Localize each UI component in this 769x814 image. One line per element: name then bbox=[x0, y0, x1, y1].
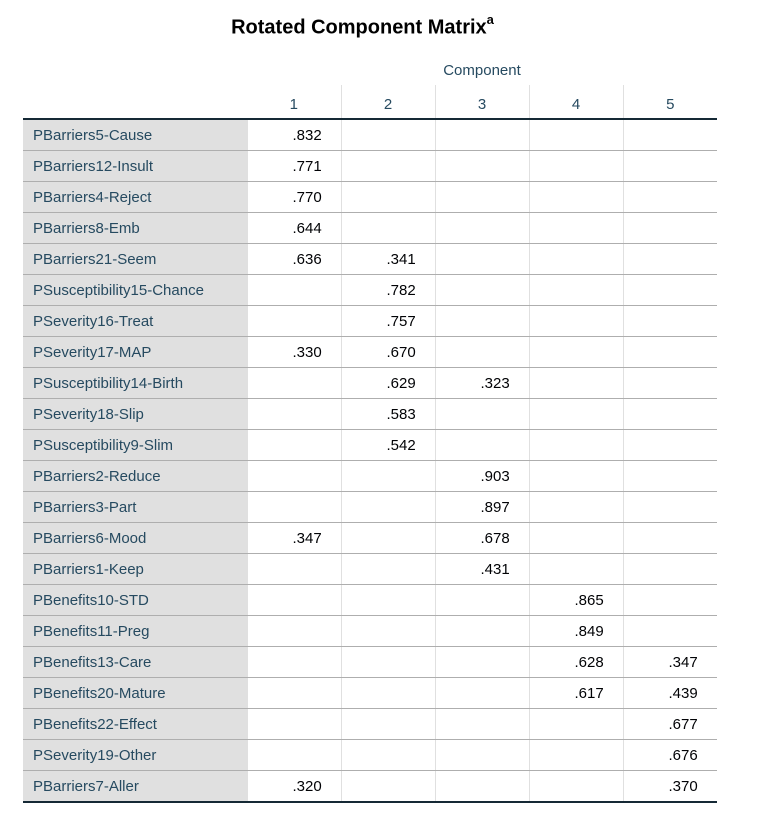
loading-cell bbox=[529, 554, 623, 585]
loading-cell bbox=[623, 616, 717, 647]
loading-cell: .330 bbox=[247, 337, 341, 368]
table-row bbox=[23, 523, 717, 554]
loading-cell: .439 bbox=[623, 678, 717, 709]
table-row bbox=[23, 554, 717, 585]
loading-cell bbox=[435, 647, 529, 678]
row-label: PBarriers3-Part bbox=[23, 492, 247, 523]
loading-cell bbox=[435, 585, 529, 616]
loading-cell bbox=[623, 213, 717, 244]
row-label: PSeverity18-Slip bbox=[23, 399, 247, 430]
loading-cell: .771 bbox=[247, 151, 341, 182]
column-header: 5 bbox=[623, 85, 717, 119]
loading-cell bbox=[247, 368, 341, 399]
table-row bbox=[23, 337, 717, 368]
loading-cell: .678 bbox=[435, 523, 529, 554]
row-label: PBenefits10-STD bbox=[23, 585, 247, 616]
loading-cell: .629 bbox=[341, 368, 435, 399]
row-label: PBarriers1-Keep bbox=[23, 554, 247, 585]
row-label: PBarriers5-Cause bbox=[23, 119, 247, 151]
loading-cell: .320 bbox=[247, 771, 341, 803]
table-row bbox=[23, 771, 717, 803]
loading-cell bbox=[529, 492, 623, 523]
loading-cell bbox=[435, 709, 529, 740]
loading-cell bbox=[435, 244, 529, 275]
column-header: 3 bbox=[435, 85, 529, 119]
loading-cell: .832 bbox=[247, 119, 341, 151]
loading-cell bbox=[529, 337, 623, 368]
loading-cell bbox=[341, 523, 435, 554]
loading-cell bbox=[247, 709, 341, 740]
row-label: PSusceptibility15-Chance bbox=[23, 275, 247, 306]
table-row bbox=[23, 585, 717, 616]
loading-cell bbox=[529, 151, 623, 182]
loading-cell bbox=[623, 461, 717, 492]
loading-cell: .636 bbox=[247, 244, 341, 275]
loading-cell bbox=[623, 275, 717, 306]
loading-cell bbox=[623, 337, 717, 368]
loading-cell: .897 bbox=[435, 492, 529, 523]
table-row bbox=[23, 616, 717, 647]
loading-cell bbox=[247, 430, 341, 461]
loading-cell: .903 bbox=[435, 461, 529, 492]
loading-cell bbox=[623, 119, 717, 151]
loading-cell bbox=[435, 740, 529, 771]
loading-cell bbox=[529, 740, 623, 771]
table-title bbox=[0, 14, 725, 40]
rotated-component-matrix bbox=[23, 85, 717, 803]
table-row bbox=[23, 368, 717, 399]
loading-cell bbox=[435, 430, 529, 461]
loading-cell bbox=[341, 771, 435, 803]
loading-cell bbox=[529, 399, 623, 430]
loading-cell bbox=[435, 337, 529, 368]
loading-cell bbox=[341, 647, 435, 678]
row-label: PBenefits22-Effect bbox=[23, 709, 247, 740]
loading-cell bbox=[623, 151, 717, 182]
loading-cell: .757 bbox=[341, 306, 435, 337]
loading-cell: .431 bbox=[435, 554, 529, 585]
table-row bbox=[23, 399, 717, 430]
loading-cell bbox=[435, 616, 529, 647]
loading-cell bbox=[341, 616, 435, 647]
loading-cell: .676 bbox=[623, 740, 717, 771]
loading-cell bbox=[623, 585, 717, 616]
loading-cell bbox=[529, 430, 623, 461]
row-label: PBenefits20-Mature bbox=[23, 678, 247, 709]
row-label: PSeverity17-MAP bbox=[23, 337, 247, 368]
loading-cell bbox=[341, 151, 435, 182]
loading-cell bbox=[529, 523, 623, 554]
table-row bbox=[23, 182, 717, 213]
loading-cell bbox=[435, 119, 529, 151]
loading-cell: .770 bbox=[247, 182, 341, 213]
row-label: PBarriers7-Aller bbox=[23, 771, 247, 803]
row-label: PBarriers4-Reject bbox=[23, 182, 247, 213]
row-label: PSeverity19-Other bbox=[23, 740, 247, 771]
table-row bbox=[23, 213, 717, 244]
loading-cell bbox=[529, 213, 623, 244]
loading-cell: .865 bbox=[529, 585, 623, 616]
loading-cell bbox=[341, 678, 435, 709]
loading-cell: .542 bbox=[341, 430, 435, 461]
loading-cell bbox=[529, 244, 623, 275]
loading-cell bbox=[623, 306, 717, 337]
loading-cell bbox=[623, 430, 717, 461]
table-row bbox=[23, 492, 717, 523]
table-row bbox=[23, 244, 717, 275]
loading-cell bbox=[435, 306, 529, 337]
row-label: PBarriers2-Reduce bbox=[23, 461, 247, 492]
loading-cell bbox=[529, 709, 623, 740]
loading-cell bbox=[529, 461, 623, 492]
loading-cell bbox=[435, 678, 529, 709]
loading-cell bbox=[529, 119, 623, 151]
table-row bbox=[23, 461, 717, 492]
loading-cell bbox=[435, 399, 529, 430]
loading-cell bbox=[247, 399, 341, 430]
loading-cell bbox=[247, 616, 341, 647]
loading-cell bbox=[341, 213, 435, 244]
table-row bbox=[23, 740, 717, 771]
loading-cell: .677 bbox=[623, 709, 717, 740]
loading-cell bbox=[341, 709, 435, 740]
loading-cell bbox=[247, 275, 341, 306]
loading-cell bbox=[247, 492, 341, 523]
loading-cell: .347 bbox=[623, 647, 717, 678]
loading-cell bbox=[435, 275, 529, 306]
loading-cell bbox=[247, 461, 341, 492]
loading-cell bbox=[435, 182, 529, 213]
loading-cell bbox=[247, 740, 341, 771]
loading-cell: .323 bbox=[435, 368, 529, 399]
loading-cell bbox=[341, 182, 435, 213]
loading-cell bbox=[623, 368, 717, 399]
row-label: PBarriers12-Insult bbox=[23, 151, 247, 182]
loading-cell bbox=[341, 554, 435, 585]
loading-cell bbox=[341, 585, 435, 616]
loading-cell bbox=[623, 492, 717, 523]
row-label: PBarriers21-Seem bbox=[23, 244, 247, 275]
row-label: PBarriers6-Mood bbox=[23, 523, 247, 554]
loading-cell bbox=[623, 182, 717, 213]
row-label: PBarriers8-Emb bbox=[23, 213, 247, 244]
loading-cell bbox=[529, 275, 623, 306]
loading-cell bbox=[623, 554, 717, 585]
loading-cell bbox=[247, 678, 341, 709]
title-footnote-marker: a bbox=[486, 12, 494, 27]
loading-cell bbox=[341, 461, 435, 492]
component-header: Component bbox=[443, 62, 521, 79]
loading-cell bbox=[529, 306, 623, 337]
row-label: PBenefits13-Care bbox=[23, 647, 247, 678]
row-header-corner bbox=[23, 85, 247, 119]
table-row bbox=[23, 306, 717, 337]
loading-cell bbox=[623, 523, 717, 554]
loading-cell bbox=[435, 151, 529, 182]
loading-cell bbox=[623, 399, 717, 430]
loading-cell: .644 bbox=[247, 213, 341, 244]
column-header: 2 bbox=[341, 85, 435, 119]
loading-cell: .628 bbox=[529, 647, 623, 678]
table-row bbox=[23, 647, 717, 678]
loading-cell bbox=[435, 771, 529, 803]
loading-cell bbox=[341, 492, 435, 523]
loading-cell bbox=[247, 647, 341, 678]
loading-cell bbox=[529, 771, 623, 803]
loading-cell bbox=[341, 740, 435, 771]
loading-cell: .670 bbox=[341, 337, 435, 368]
row-label: PSusceptibility9-Slim bbox=[23, 430, 247, 461]
loading-cell: .583 bbox=[341, 399, 435, 430]
loading-cell bbox=[435, 213, 529, 244]
loading-cell: .370 bbox=[623, 771, 717, 803]
row-label: PSusceptibility14-Birth bbox=[23, 368, 247, 399]
loading-cell: .347 bbox=[247, 523, 341, 554]
row-label: PSeverity16-Treat bbox=[23, 306, 247, 337]
table-title-text: Rotated Component Matrix bbox=[231, 16, 487, 39]
loading-cell bbox=[247, 306, 341, 337]
loading-cell: .849 bbox=[529, 616, 623, 647]
loading-cell: .341 bbox=[341, 244, 435, 275]
loading-cell: .782 bbox=[341, 275, 435, 306]
row-label: PBenefits11-Preg bbox=[23, 616, 247, 647]
loading-cell bbox=[341, 119, 435, 151]
loading-cell bbox=[623, 244, 717, 275]
loading-cell bbox=[529, 368, 623, 399]
column-header: 1 bbox=[247, 85, 341, 119]
table-row bbox=[23, 119, 717, 151]
column-header-row bbox=[23, 85, 717, 119]
loading-cell bbox=[247, 585, 341, 616]
table-row bbox=[23, 678, 717, 709]
column-header: 4 bbox=[529, 85, 623, 119]
loading-cell bbox=[529, 182, 623, 213]
loading-cell: .617 bbox=[529, 678, 623, 709]
table-row bbox=[23, 709, 717, 740]
table-row bbox=[23, 151, 717, 182]
table-row bbox=[23, 430, 717, 461]
table-row bbox=[23, 275, 717, 306]
loading-cell bbox=[247, 554, 341, 585]
